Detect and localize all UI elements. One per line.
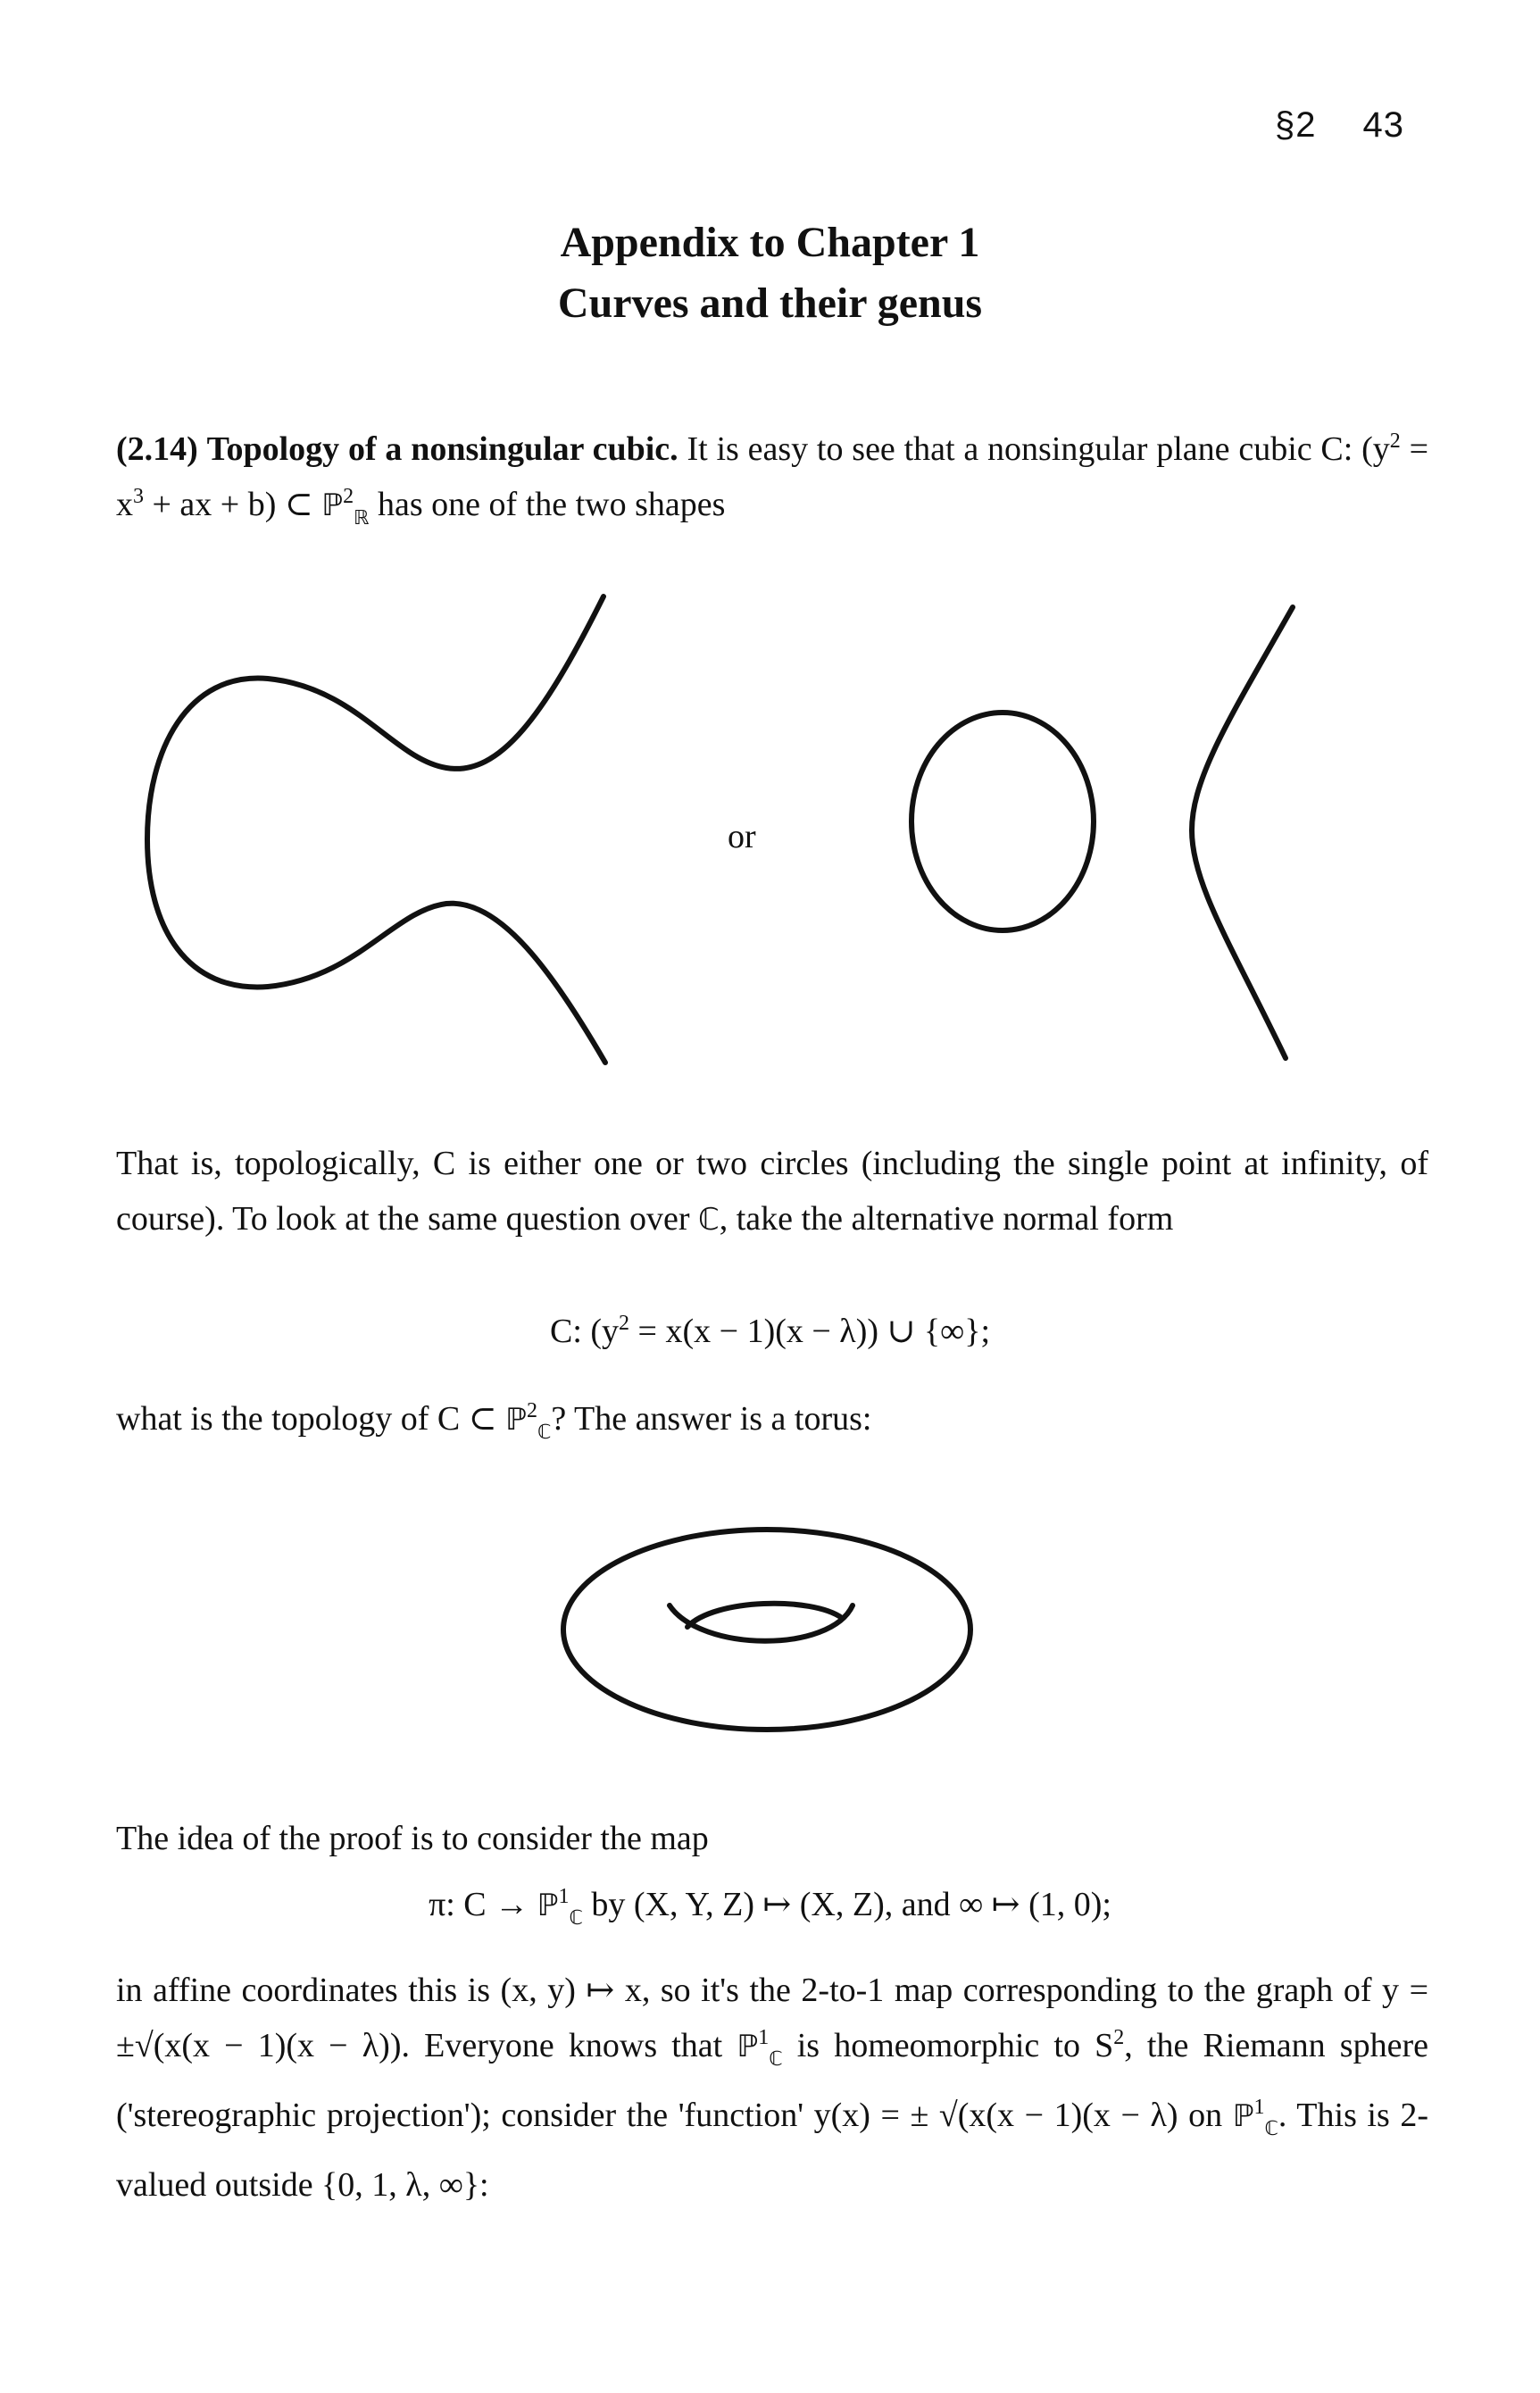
complex-symbol: ℂ	[1264, 2118, 1278, 2140]
paragraph-text: . This is 2-valued outside {0, 1, λ, ∞}:	[116, 2097, 1428, 2204]
running-head	[1228, 105, 1404, 146]
title-line-1: Appendix to Chapter 1	[560, 219, 980, 266]
projective-symbol: ℙ	[737, 2029, 759, 2064]
complex-symbol: ℂ	[697, 1202, 720, 1238]
equation-normal-form	[0, 1311, 1540, 1351]
torus-outline	[563, 1530, 970, 1730]
paragraph-text: = x	[116, 430, 1429, 523]
projective-symbol: ℙ	[537, 1888, 559, 1923]
paragraph-text: + ax + b) ⊂	[144, 486, 322, 523]
title-line-2: Curves and their genus	[557, 279, 983, 327]
cubic-oval-component	[912, 713, 1094, 930]
exponent: 1	[1253, 2096, 1265, 2119]
chapter-title	[0, 213, 1540, 334]
torus-figure	[536, 1509, 1000, 1759]
section-number-2-14: (2.14)	[116, 430, 198, 468]
or-label: or	[728, 818, 756, 855]
paragraph-text: ? The answer is a torus:	[551, 1400, 872, 1438]
equation-text: π: C →	[429, 1886, 537, 1923]
page-number: 43	[1362, 105, 1404, 145]
paragraph-affine	[116, 1963, 1428, 2213]
exponent: 2	[1389, 429, 1401, 453]
exponent: 2	[526, 1399, 537, 1422]
complex-symbol: ℂ	[537, 1422, 552, 1444]
exponent: 3	[133, 485, 144, 508]
projective-symbol: ℙ	[1232, 2098, 1254, 2134]
exponent: 2	[1113, 2026, 1125, 2049]
exponent: 1	[758, 2026, 770, 2049]
projective-symbol: ℙ	[321, 488, 344, 523]
paragraph-text: , the Riemann sphere ('stereographic projection'); consider the 'function' y(x) = ± √(x(x − 1)(x − λ) on	[116, 2027, 1428, 2134]
torus-hole-upper	[687, 1604, 842, 1627]
paragraph-idea: The idea of the proof is to consider the map	[116, 1820, 709, 1857]
paragraph-topology	[116, 1136, 1428, 1247]
paragraph-question	[116, 1391, 1428, 1461]
paragraph-text: what is the topology of C ⊂	[116, 1400, 506, 1438]
paragraph-text: is homeomorphic to S	[782, 2027, 1114, 2064]
exponent: 2	[619, 1312, 630, 1335]
section-heading: Topology of a nonsingular cubic.	[206, 430, 678, 468]
paragraph-text: in affine coordinates this is (x, y) ↦ x, so it's the 2-to-1 map corresponding to the graph of y = ±√(x(x − 1)(x − λ)). Everyone knows that	[116, 1972, 1428, 2064]
equation-text: = x(x − 1)(x − λ)) ∪ {∞};	[629, 1313, 991, 1350]
cubic-unbounded-branch	[1192, 607, 1293, 1058]
complex-symbol: ℂ	[569, 1907, 583, 1930]
cubic-curve-one-component	[147, 596, 605, 1063]
exponent: 2	[343, 485, 354, 508]
section-number: §2	[1275, 105, 1317, 145]
paragraph-text: That is, topologically, C is either one or two circles (including the single point at infinity, of course). To look at the same question over	[116, 1145, 1428, 1238]
exponent: 1	[558, 1885, 570, 1908]
equation-text: by (X, Y, Z) ↦ (X, Z), and ∞ ↦ (1, 0);	[582, 1886, 1111, 1923]
paragraph-text: , take the alternative normal form	[719, 1200, 1174, 1238]
equation-text: C: (y	[549, 1313, 620, 1350]
equation-map	[0, 1884, 1540, 1930]
paragraph-text: has one of the two shapes	[369, 486, 726, 523]
paragraph-text: cubic C: (y	[1238, 430, 1390, 468]
complex-symbol: ℂ	[769, 2048, 783, 2071]
paragraph-text: It is easy to see that a nonsingular plane	[687, 430, 1230, 468]
reals-symbol: ℝ	[354, 507, 370, 529]
cubic-shapes-figure	[0, 589, 1540, 1089]
projective-symbol: ℙ	[505, 1402, 527, 1438]
paragraph-2-14	[116, 421, 1428, 546]
